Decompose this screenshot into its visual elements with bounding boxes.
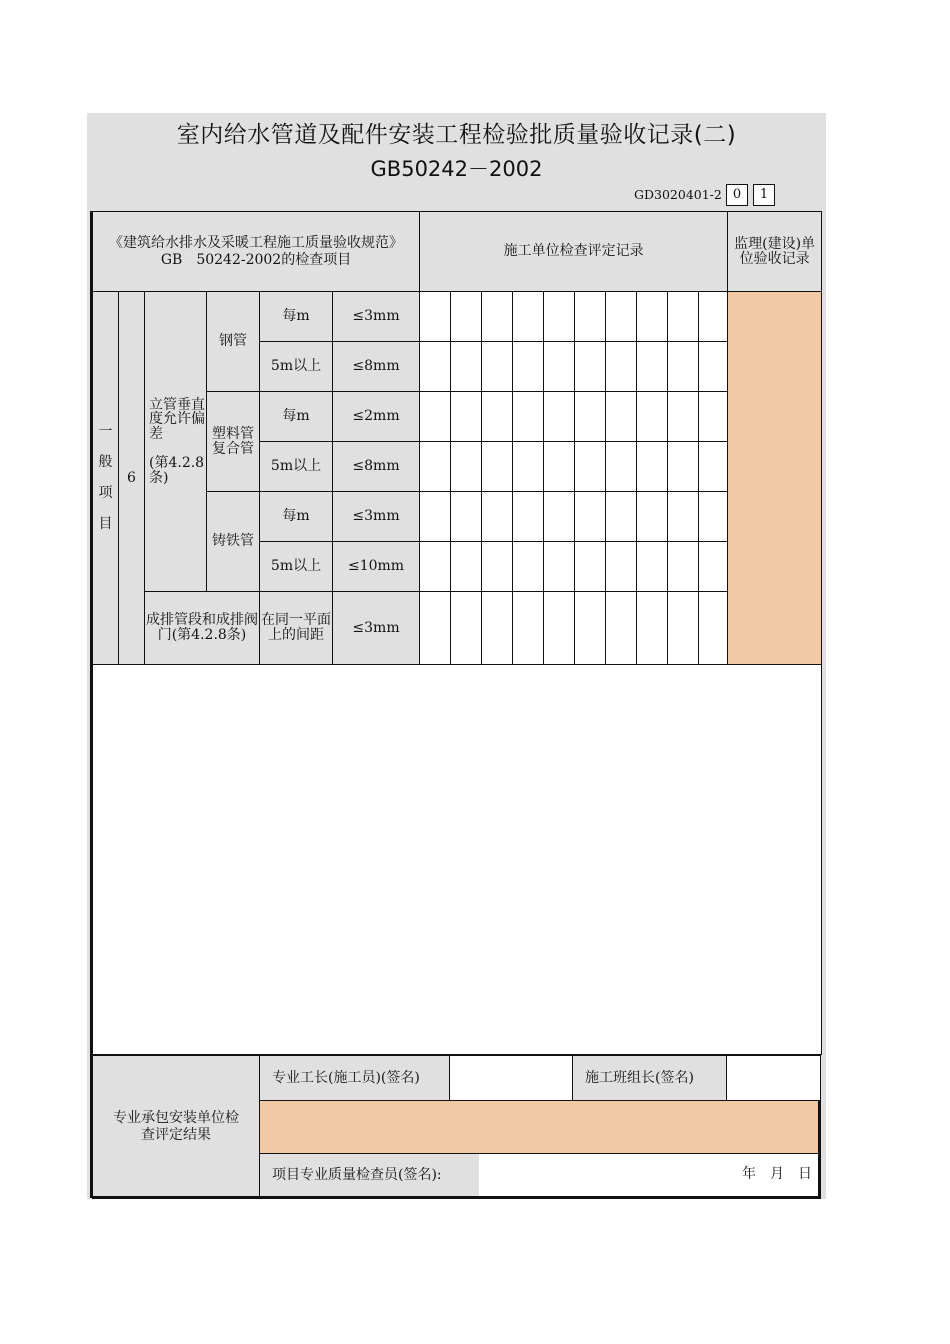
construction-record-header: 施工单位检查评定记录 [420, 212, 728, 292]
record-cell[interactable] [544, 542, 575, 592]
standard-code: GB50242－2002 [370, 157, 543, 181]
record-cell[interactable] [699, 342, 728, 392]
limit-cell: ≤8mm [333, 342, 420, 392]
record-cell[interactable] [482, 542, 513, 592]
team-leader-signature[interactable] [726, 1055, 821, 1101]
record-cell[interactable] [482, 442, 513, 492]
date-field: 年 月 日 [742, 1166, 812, 1182]
record-cell[interactable] [544, 492, 575, 542]
record-cell[interactable] [699, 542, 728, 592]
record-cell[interactable] [451, 542, 482, 592]
record-cell[interactable] [420, 442, 451, 492]
record-cell[interactable] [482, 342, 513, 392]
record-cell[interactable] [544, 342, 575, 392]
record-cell[interactable] [513, 392, 544, 442]
record-cell[interactable] [420, 292, 451, 342]
record-cell[interactable] [451, 492, 482, 542]
limit-cell: ≤2mm [333, 392, 420, 442]
record-cell[interactable] [420, 392, 451, 442]
record-cell[interactable] [575, 392, 606, 442]
record-cell[interactable] [420, 592, 451, 665]
spec-header [93, 212, 420, 292]
scope-cell: 每m [260, 392, 333, 442]
row-extra-scope: 在同一平面上的间距 [260, 592, 333, 665]
record-cell[interactable] [575, 592, 606, 665]
record-cell[interactable] [606, 342, 637, 392]
record-cell[interactable] [637, 292, 668, 342]
record-cell[interactable] [451, 342, 482, 392]
item-number: 6 [119, 292, 145, 665]
unit-result-label: 专业承包安装单位检查评定结果 [92, 1055, 260, 1198]
record-cell[interactable] [544, 392, 575, 442]
record-cell[interactable] [606, 442, 637, 492]
limit-cell: ≤10mm [333, 542, 420, 592]
record-cell[interactable] [575, 492, 606, 542]
record-cell[interactable] [544, 292, 575, 342]
category-char: 项 [98, 485, 113, 501]
record-cell[interactable] [606, 292, 637, 342]
record-cell[interactable] [482, 292, 513, 342]
record-cell[interactable] [699, 442, 728, 492]
record-cell[interactable] [637, 542, 668, 592]
limit-cell: ≤3mm [333, 492, 420, 542]
limit-cell: ≤8mm [333, 442, 420, 492]
record-cell[interactable] [482, 492, 513, 542]
record-cell[interactable] [606, 392, 637, 442]
category-general [93, 292, 119, 665]
scope-cell: 每m [260, 492, 333, 542]
record-cell[interactable] [575, 292, 606, 342]
supervision-cell[interactable] [728, 292, 822, 665]
record-cell[interactable] [668, 292, 699, 342]
spec-line2: GB 50242-2002的检查项目 [160, 251, 352, 268]
material-plastic: 塑料管复合管 [207, 392, 260, 492]
record-cell[interactable] [699, 392, 728, 442]
item-clause: (第4.2.8条) [149, 454, 205, 486]
record-cell[interactable] [637, 342, 668, 392]
border-line [90, 211, 93, 1198]
record-cell[interactable] [575, 542, 606, 592]
record-cell[interactable] [513, 542, 544, 592]
team-leader-label: 施工班组长(签名) [572, 1055, 727, 1101]
record-cell[interactable] [575, 342, 606, 392]
scope-cell: 5m以上 [260, 542, 333, 592]
record-cell[interactable] [451, 442, 482, 492]
record-cell[interactable] [668, 342, 699, 392]
limit-cell: ≤3mm [333, 292, 420, 342]
item-title-cell [145, 292, 207, 592]
record-cell[interactable] [513, 292, 544, 342]
row-extra-limit: ≤3mm [333, 592, 420, 665]
record-cell[interactable] [420, 492, 451, 542]
record-cell[interactable] [513, 492, 544, 542]
material-steel: 钢管 [207, 292, 260, 392]
foreman-signature[interactable] [449, 1055, 573, 1101]
record-cell[interactable] [575, 442, 606, 492]
border-line [92, 1196, 821, 1199]
scope-cell: 5m以上 [260, 342, 333, 392]
code-box-1[interactable]: 0 [726, 184, 748, 206]
record-cell[interactable] [606, 542, 637, 592]
record-cell[interactable] [637, 492, 668, 542]
supervision-header: 监理(建设)单位验收记录 [728, 212, 822, 292]
record-cell[interactable] [637, 592, 668, 665]
item-title: 立管垂直度允许偏差 [149, 396, 205, 443]
record-cell[interactable] [544, 592, 575, 665]
record-cell[interactable] [699, 292, 728, 342]
form-code: GD3020401-2 [634, 187, 722, 202]
record-cell[interactable] [544, 442, 575, 492]
record-cell[interactable] [637, 442, 668, 492]
record-cell[interactable] [699, 492, 728, 542]
record-cell[interactable] [606, 592, 637, 665]
record-cell[interactable] [420, 542, 451, 592]
signature-block [92, 1055, 821, 1198]
category-char: 一 [98, 423, 113, 440]
record-cell[interactable] [513, 592, 544, 665]
record-cell[interactable] [668, 442, 699, 492]
form-title: 室内给水管道及配件安装工程检验批质量验收记录(二) [176, 122, 737, 148]
category-char: 目 [98, 515, 113, 532]
scope-cell: 5m以上 [260, 442, 333, 492]
notes-area[interactable] [93, 665, 822, 1055]
spec-line1: 《建筑给水排水及采暖工程施工质量验收规范》 [109, 234, 404, 251]
record-cell[interactable] [637, 392, 668, 442]
record-cell[interactable] [420, 342, 451, 392]
record-cell[interactable] [699, 592, 728, 665]
record-cell[interactable] [606, 492, 637, 542]
material-cast-iron: 铸铁管 [207, 492, 260, 592]
code-box-2[interactable]: 1 [753, 184, 775, 206]
category-char: 般 [98, 454, 113, 471]
record-cell[interactable] [513, 342, 544, 392]
unit-result-field[interactable] [259, 1100, 821, 1154]
border-line [818, 1100, 821, 1198]
record-cell[interactable] [668, 592, 699, 665]
record-cell[interactable] [482, 392, 513, 442]
record-cell[interactable] [513, 442, 544, 492]
inspector-label: 项目专业质量检查员(签名): [259, 1153, 480, 1198]
foreman-label: 专业工长(施工员)(签名) [259, 1055, 450, 1101]
record-cell[interactable] [451, 292, 482, 342]
row-extra-title: 成排管段和成排阀门(第4.2.8条) [145, 592, 260, 665]
record-cell[interactable] [668, 492, 699, 542]
record-cell[interactable] [451, 592, 482, 665]
record-cell[interactable] [668, 542, 699, 592]
record-cell[interactable] [668, 392, 699, 442]
inspection-table [92, 211, 822, 1055]
record-cell[interactable] [451, 392, 482, 442]
scope-cell: 每m [260, 292, 333, 342]
record-cell[interactable] [482, 592, 513, 665]
